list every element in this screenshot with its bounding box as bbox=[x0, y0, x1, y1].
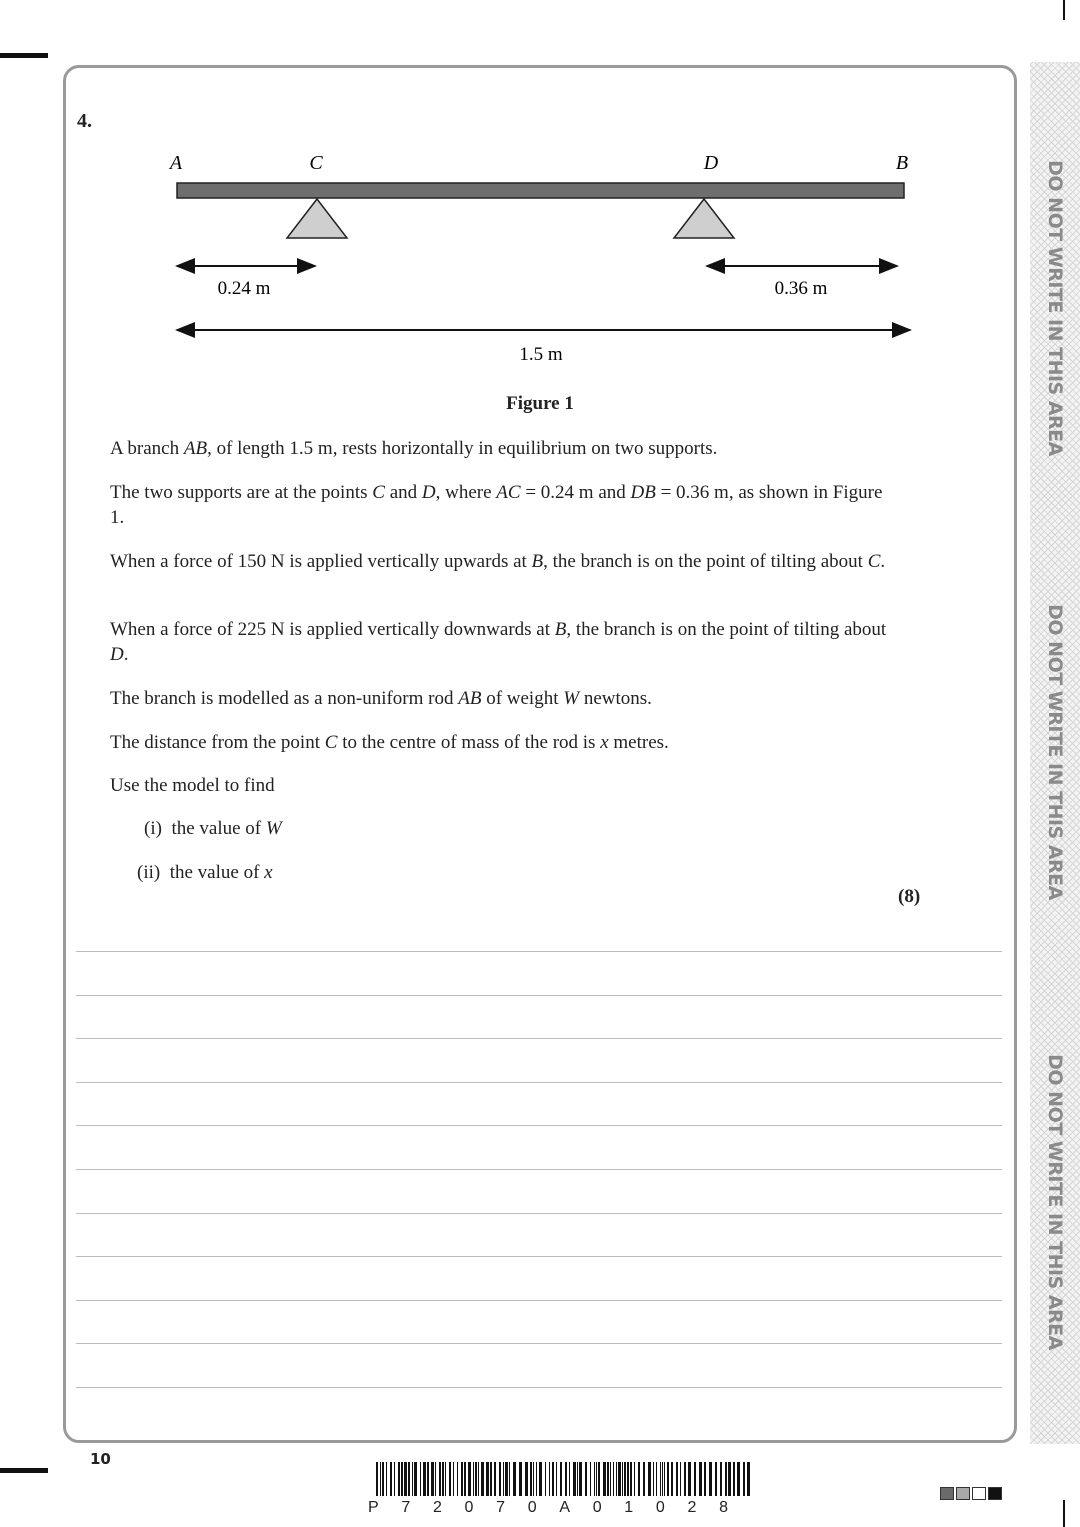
rod bbox=[177, 183, 904, 198]
barcode-bar bbox=[445, 1462, 446, 1496]
barcode-bar bbox=[684, 1462, 686, 1496]
answer-line[interactable] bbox=[76, 1256, 1002, 1257]
paragraph bbox=[110, 773, 890, 798]
paragraph bbox=[110, 730, 890, 755]
text-segment: and bbox=[384, 482, 422, 503]
barcode-bar bbox=[569, 1462, 570, 1496]
barcode-bar bbox=[648, 1462, 651, 1496]
barcode-bar bbox=[715, 1462, 717, 1496]
label-b: B bbox=[895, 152, 909, 174]
color-square bbox=[956, 1487, 970, 1500]
color-square bbox=[940, 1487, 954, 1500]
math-variable: C bbox=[867, 551, 881, 572]
barcode-char: 8 bbox=[719, 1499, 728, 1516]
barcode-bar bbox=[398, 1462, 400, 1496]
text-segment: A branch bbox=[110, 438, 184, 459]
answer-line[interactable] bbox=[76, 995, 1002, 996]
page-number: 10 bbox=[90, 1450, 111, 1468]
text-segment: to the centre of mass of the rod is bbox=[337, 732, 601, 753]
text-segment: . bbox=[123, 644, 129, 665]
math-variable: D bbox=[110, 644, 124, 665]
barcode-bar bbox=[733, 1462, 735, 1496]
paragraph bbox=[110, 617, 890, 667]
text-segment: . bbox=[880, 551, 886, 572]
barcode-char: 0 bbox=[527, 1499, 537, 1516]
figure-caption: Figure 1 bbox=[506, 393, 574, 414]
barcode-bar bbox=[704, 1462, 706, 1496]
barcode-bar bbox=[404, 1462, 407, 1496]
margin-warning: DO NOT WRITE IN THIS AREA bbox=[1044, 604, 1066, 900]
barcode-bar bbox=[530, 1462, 532, 1496]
barcode-bar bbox=[622, 1462, 623, 1496]
barcode-bar bbox=[607, 1462, 609, 1496]
barcode-bar bbox=[509, 1462, 510, 1496]
barcode-bar bbox=[603, 1462, 606, 1496]
text-segment: newtons. bbox=[579, 688, 652, 709]
barcode-bar bbox=[662, 1462, 663, 1496]
barcode-bar bbox=[408, 1462, 410, 1496]
text-segment: The two supports are at the points bbox=[110, 482, 373, 503]
barcode-bar bbox=[664, 1462, 665, 1496]
label-a: A bbox=[169, 152, 183, 174]
marks-total: (8) bbox=[898, 886, 921, 907]
barcode-bar bbox=[709, 1462, 712, 1496]
barcode-bar bbox=[494, 1462, 496, 1496]
barcode-char: 2 bbox=[432, 1499, 442, 1516]
barcode-bar bbox=[499, 1462, 501, 1496]
barcode-bar bbox=[560, 1462, 562, 1496]
paragraph bbox=[110, 480, 890, 530]
math-variable: D bbox=[421, 482, 436, 503]
barcode-bar bbox=[579, 1462, 582, 1496]
text-segment: metres. bbox=[608, 732, 669, 753]
text-segment: , where bbox=[435, 482, 497, 503]
answer-line[interactable] bbox=[76, 1300, 1002, 1301]
barcode-bar bbox=[618, 1462, 621, 1496]
barcode-text bbox=[368, 1499, 728, 1517]
part-number: (i) bbox=[144, 818, 162, 839]
barcode-char: 7 bbox=[401, 1499, 411, 1516]
corner-mark-bottom-left bbox=[0, 1468, 48, 1473]
barcode-bar bbox=[539, 1462, 542, 1496]
barcode-bar bbox=[490, 1462, 492, 1496]
barcode-bar bbox=[435, 1462, 436, 1496]
barcode-bar bbox=[475, 1462, 477, 1496]
barcode-char: 1 bbox=[624, 1499, 634, 1516]
barcode-char: 7 bbox=[496, 1499, 506, 1516]
text-segment: of weight bbox=[481, 688, 564, 709]
barcode-bar bbox=[486, 1462, 489, 1496]
barcode-char: 0 bbox=[592, 1499, 602, 1516]
barcode-bar bbox=[680, 1462, 681, 1496]
barcode-bar bbox=[598, 1462, 600, 1496]
margin-warning: DO NOT WRITE IN THIS AREA bbox=[1044, 1054, 1066, 1350]
barcode-bar bbox=[386, 1462, 387, 1496]
barcode-bar bbox=[461, 1462, 463, 1496]
math-variable: C bbox=[324, 732, 338, 753]
margin-warning: DO NOT WRITE IN THIS AREA bbox=[1044, 160, 1066, 456]
barcode-bar bbox=[634, 1462, 635, 1496]
part-ii bbox=[137, 860, 917, 885]
dim-ac-label: 0.24 m bbox=[217, 278, 271, 299]
barcode-bar bbox=[556, 1462, 557, 1496]
math-variable: DB bbox=[630, 482, 656, 503]
barcode-bar bbox=[594, 1462, 595, 1496]
barcode-bar bbox=[431, 1462, 434, 1496]
barcode-bar bbox=[468, 1462, 471, 1496]
barcode-bar bbox=[473, 1462, 474, 1496]
barcode-bar bbox=[412, 1462, 413, 1496]
part-number: (ii) bbox=[137, 862, 161, 883]
barcode-bar bbox=[653, 1462, 654, 1496]
text-segment: The branch is modelled as a non-uniform rod bbox=[110, 688, 459, 709]
barcode-bar bbox=[427, 1462, 429, 1496]
barcode-bar bbox=[638, 1462, 640, 1496]
barcode-char: 0 bbox=[464, 1499, 474, 1516]
math-variable: AB bbox=[458, 688, 482, 709]
barcode-bar bbox=[481, 1462, 484, 1496]
barcode bbox=[376, 1462, 752, 1496]
barcode-bar bbox=[688, 1462, 691, 1496]
part-text: the value of bbox=[169, 862, 265, 883]
barcode-bar bbox=[503, 1462, 504, 1496]
text-segment: When a force of 150 N is applied vertically upwards at bbox=[110, 551, 532, 572]
text-segment: , the branch is on the point of tilting about bbox=[566, 619, 887, 640]
barcode-bar bbox=[590, 1462, 591, 1496]
part-variable: x bbox=[264, 862, 273, 883]
question-number: 4. bbox=[77, 110, 92, 132]
barcode-bar bbox=[630, 1462, 632, 1496]
math-variable: C bbox=[372, 482, 385, 503]
barcode-bar bbox=[545, 1462, 546, 1496]
barcode-bar bbox=[505, 1462, 508, 1496]
answer-line[interactable] bbox=[76, 1213, 1002, 1214]
color-square bbox=[988, 1487, 1002, 1500]
barcode-bar bbox=[725, 1462, 727, 1496]
barcode-bar bbox=[420, 1462, 421, 1496]
barcode-bar bbox=[464, 1462, 466, 1496]
barcode-bar bbox=[376, 1462, 378, 1496]
text-segment: , the branch is on the point of tilting about bbox=[543, 551, 868, 572]
text-segment: The distance from the point bbox=[110, 732, 325, 753]
barcode-bar bbox=[624, 1462, 626, 1496]
label-c: C bbox=[309, 152, 323, 174]
barcode-bar bbox=[627, 1462, 629, 1496]
barcode-bar bbox=[401, 1462, 403, 1496]
paragraph bbox=[110, 549, 890, 574]
barcode-bar bbox=[549, 1462, 550, 1496]
math-variable: AC bbox=[496, 482, 521, 503]
barcode-bar bbox=[699, 1462, 702, 1496]
math-variable: x bbox=[600, 732, 609, 753]
barcode-bar bbox=[423, 1462, 426, 1496]
math-variable: B bbox=[531, 551, 544, 572]
math-variable: W bbox=[563, 688, 580, 709]
label-d: D bbox=[703, 152, 719, 174]
text-segment: When a force of 225 N is applied vertically downwards at bbox=[110, 619, 555, 640]
text-segment: Use the model to find bbox=[110, 775, 275, 796]
barcode-bar bbox=[390, 1462, 392, 1496]
barcode-char: A bbox=[559, 1499, 570, 1516]
figure-1-diagram bbox=[0, 0, 1080, 380]
barcode-bar bbox=[519, 1462, 522, 1496]
answer-line[interactable] bbox=[76, 1343, 1002, 1344]
barcode-char: P bbox=[368, 1499, 379, 1516]
barcode-bar bbox=[453, 1462, 454, 1496]
barcode-bar bbox=[525, 1462, 528, 1496]
paragraph bbox=[110, 686, 890, 711]
barcode-bar bbox=[565, 1462, 567, 1496]
barcode-bar bbox=[585, 1462, 587, 1496]
text-segment: , of length 1.5 m, rests horizontally in equilibrium on two supports. bbox=[207, 438, 718, 459]
barcode-char: 0 bbox=[655, 1499, 665, 1516]
barcode-bar bbox=[414, 1462, 417, 1496]
answer-line[interactable] bbox=[76, 951, 1002, 952]
barcode-bar bbox=[694, 1462, 696, 1496]
barcode-bar bbox=[743, 1462, 745, 1496]
color-square bbox=[972, 1487, 986, 1500]
math-variable: AB bbox=[183, 438, 208, 459]
barcode-bar bbox=[573, 1462, 576, 1496]
barcode-bar bbox=[382, 1462, 384, 1496]
answer-line[interactable] bbox=[76, 1038, 1002, 1039]
barcode-bar bbox=[671, 1462, 673, 1496]
answer-line[interactable] bbox=[76, 1169, 1002, 1170]
barcode-bar bbox=[439, 1462, 441, 1496]
barcode-bar bbox=[536, 1462, 537, 1496]
part-variable: W bbox=[265, 818, 282, 839]
answer-line[interactable] bbox=[76, 1387, 1002, 1388]
barcode-bar bbox=[667, 1462, 669, 1496]
barcode-bar bbox=[457, 1462, 458, 1496]
barcode-bar bbox=[552, 1462, 554, 1496]
support-d bbox=[674, 199, 734, 238]
barcode-bar bbox=[380, 1462, 381, 1496]
math-variable: B bbox=[554, 619, 567, 640]
support-c bbox=[287, 199, 347, 238]
barcode-bar bbox=[643, 1462, 645, 1496]
barcode-bar bbox=[449, 1462, 451, 1496]
dim-ab-label: 1.5 m bbox=[519, 344, 563, 365]
barcode-bar bbox=[616, 1462, 617, 1496]
barcode-bar bbox=[577, 1462, 578, 1496]
part-i bbox=[144, 816, 924, 841]
barcode-bar bbox=[656, 1462, 657, 1496]
barcode-bar bbox=[613, 1462, 614, 1496]
barcode-bar bbox=[610, 1462, 611, 1496]
corner-mark-bottom-right bbox=[1063, 1500, 1065, 1527]
barcode-bar bbox=[442, 1462, 444, 1496]
answer-line[interactable] bbox=[76, 1125, 1002, 1126]
barcode-char: 2 bbox=[687, 1499, 697, 1516]
barcode-bar bbox=[676, 1462, 678, 1496]
text-segment: = 0.36 m, as shown in Figure 1. bbox=[110, 482, 883, 528]
barcode-bar bbox=[747, 1462, 750, 1496]
barcode-bar bbox=[394, 1462, 395, 1496]
barcode-bar bbox=[660, 1462, 661, 1496]
barcode-bar bbox=[478, 1462, 479, 1496]
dim-db-label: 0.36 m bbox=[774, 278, 828, 299]
barcode-bar bbox=[596, 1462, 597, 1496]
barcode-bar bbox=[533, 1462, 534, 1496]
text-segment: = 0.24 m and bbox=[520, 482, 631, 503]
answer-line[interactable] bbox=[76, 1082, 1002, 1083]
barcode-bar bbox=[513, 1462, 516, 1496]
paragraph bbox=[110, 436, 890, 461]
part-text: the value of bbox=[171, 818, 266, 839]
barcode-bar bbox=[720, 1462, 722, 1496]
barcode-bar bbox=[737, 1462, 740, 1496]
barcode-bar bbox=[728, 1462, 731, 1496]
